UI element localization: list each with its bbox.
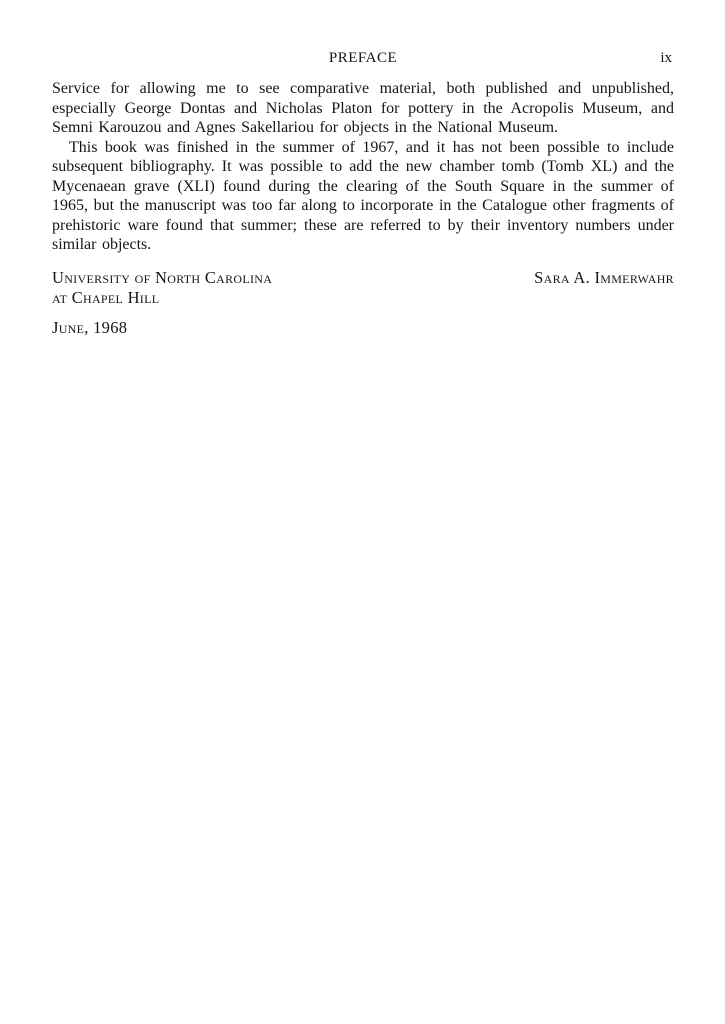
paragraph-book-finished: This book was finished in the summer of 1967, and it has not been possible to include subsequent bibliography. It was possible to add the new chamber tomb (Tomb XL) and the Mycenaean grave (XLI) found during the clearing of the South Square in the summer of 1965, but the manuscript was too far along to incorporate in the Catalogue other fragments of prehistoric ware found that summer; these are referred to by their inventory numbers under similar objects. [52,138,674,253]
page-number: ix [660,50,672,66]
institution-line2: at Chapel Hill [52,287,160,307]
body-text [52,79,674,255]
institution [52,268,272,308]
author-name: Sara A. Immerwahr [534,267,674,287]
page-content [52,50,674,338]
paragraph-continuation: Service for allowing me to see comparative material, both published and unpublished, especially George Dontas and Nicholas Platon for pottery in the Acropolis Museum, and Semni Karouzou and Agnes Sakellariou for objects in the National Museum. [52,80,674,136]
page-title: PREFACE [328,50,398,66]
signature-block [52,268,674,308]
institution-line1: University of North Carolina [52,267,273,287]
running-head [52,50,674,70]
date-line: June, 1968 [52,317,128,337]
